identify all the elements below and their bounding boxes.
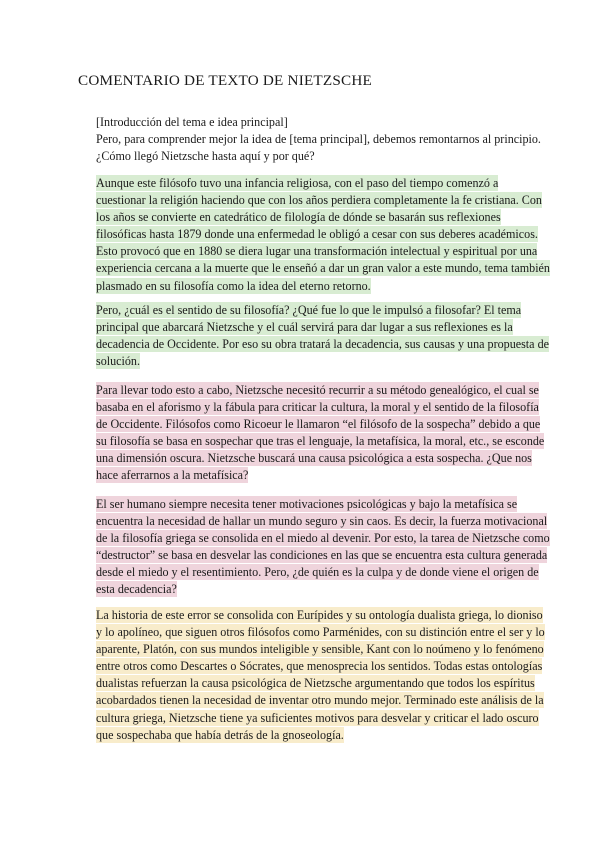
text-line (96, 243, 538, 260)
text-line (96, 319, 524, 336)
text-line-content: decadencia de Occidente. Por eso su obra tratará la decadencia, sus causas y una propuesta de (96, 337, 549, 352)
text-line (96, 624, 545, 641)
text-line (96, 209, 524, 226)
text-line-content: dualistas refuerzan la causa psicológica de Nietzsche argumentando que todos los espíritus (96, 676, 535, 691)
text-line-content: solución. (96, 354, 141, 369)
text-line (96, 467, 524, 484)
text-line (96, 399, 539, 416)
text-line (96, 692, 544, 709)
text-line (96, 675, 535, 692)
text-line (96, 226, 538, 243)
text-line-content: [Introducción del tema e idea principal] (96, 115, 288, 129)
text-line (96, 710, 539, 727)
text-line (96, 658, 543, 675)
document-title: COMENTARIO DE TEXTO DE NIETZSCHE (78, 72, 373, 89)
text-line (96, 192, 542, 209)
text-line-content: una dimensión oscura. Nietzsche buscará una causa psicológica a esta sospecha. ¿Que nos (96, 451, 532, 466)
text-line (96, 336, 549, 353)
text-line-content: Para llevar todo esto a cabo, Nietzsche necesitó recurrir a su método genealógico, el cual se (96, 383, 539, 397)
text-line-content: ¿Cómo llegó Nietzsche hasta aquí y por qué? (96, 149, 315, 164)
text-line-content: El ser humano siempre necesita tener motivaciones psicológicas y bajo la metafísica se (96, 497, 518, 511)
text-line (96, 302, 524, 319)
text-line-content: cultura griega, Nietzsche tiene ya suficientes motivos para desvelar y criticar el lado oscuro (96, 710, 539, 725)
paragraph-history (96, 607, 545, 744)
text-line (96, 353, 524, 370)
text-line-content: y lo apolíneo, que siguen otros filósofos como Parménides, con su distinción entre el ser y lo (96, 625, 545, 640)
text-line (96, 131, 541, 148)
text-line-content: desde el miedo y el resentimiento. Pero, ¿de quién es la culpa y de donde viene el origen de (96, 565, 539, 580)
text-line-content: basaba en el aforismo y la fábula para criticar la cultura, la moral y el sentido de la filosofía (96, 400, 539, 415)
text-line-content: Esto provocó que en 1880 se diera lugar una transformación intelectual y espiritual por una (96, 244, 538, 259)
text-line-content: filosóficas hasta 1879 donde una enfermedad le obligó a cesar con sus deberes académicos. (96, 227, 538, 242)
text-line (96, 148, 524, 165)
text-line-content: “destructor” se basa en desvelar las condiciones en las que se encuentra esta cultura generada (96, 548, 548, 563)
text-line (96, 564, 539, 581)
text-line (96, 547, 548, 564)
text-line-content: los años se convierte en catedrático de filología de dónde se basarán sus reflexiones (96, 210, 501, 225)
text-line-content: Pero, para comprender mejor la idea de [tema principal], debemos remontarnos al principio. (96, 132, 541, 147)
paragraph-meaning (96, 302, 549, 370)
text-line (96, 581, 524, 598)
text-line-content: principal que abarcará Nietzsche y el cuál servirá para dar lugar a sus reflexiones es la (96, 320, 513, 335)
paragraph-intro (96, 114, 541, 165)
text-line-content: cuestionar la religión haciendo que con los años perdiera completamente la fe cristiana. Con (96, 193, 542, 208)
text-line (96, 607, 543, 624)
text-line (96, 260, 550, 277)
text-line-content: acobardados tienen la necesidad de inventar otro mundo mejor. Terminado este análisis de la (96, 693, 544, 708)
paragraph-genealogy (96, 382, 545, 485)
text-line-content: Aunque este filósofo tuvo una infancia religiosa, con el paso del tiempo comenzó a (96, 176, 499, 190)
text-line-content: hace aferrarnos a la metafísica? (96, 468, 249, 483)
text-line (96, 114, 524, 131)
text-line (96, 416, 541, 433)
text-line (96, 530, 550, 547)
text-line-content: esta decadencia? (96, 582, 177, 597)
paragraph-metaphysics (96, 496, 550, 599)
text-line-content: que sospechaba que había detrás de la gnoseología. (96, 727, 344, 742)
text-line (96, 641, 544, 658)
text-line (96, 175, 524, 192)
text-line-content: La historia de este error se consolida con Eurípides y su ontología dualista griega, lo dioniso (96, 608, 543, 622)
text-line (96, 450, 532, 467)
text-line-content: de Occidente. Filósofos como Ricoeur le llamaron “el filósofo de la sospecha” debido a que (96, 417, 541, 432)
text-line-content: de la filosofía griega se consolida en el miedo al devenir. Por esto, la tarea de Nietzsche como (96, 531, 550, 546)
text-line (96, 433, 545, 450)
text-line-content: plasmado en su filosofía como la idea del eterno retorno. (96, 278, 371, 293)
paragraph-biography (96, 175, 550, 295)
text-line-content: entre otros como Descartes o Sócrates, que menosprecia los sentidos. Todas estas ontologías (96, 659, 543, 674)
text-line (96, 382, 539, 399)
text-line (96, 496, 524, 513)
text-line (96, 513, 548, 530)
text-line-content: su filosofía se basa en sospechar que tras el lenguaje, la metafísica, la moral, etc., se esconde (96, 434, 545, 449)
text-line (96, 727, 524, 744)
text-line (96, 278, 524, 295)
text-line-content: aparente, Platón, con sus mundos inteligible y sensible, Kant con lo noúmeno y lo fenómeno (96, 642, 544, 657)
text-line-content: encuentra la necesidad de hallar un mundo seguro y sin caos. Es decir, la fuerza motivacional (96, 514, 548, 529)
text-line-content: experiencia cercana a la muerte que le enseñó a dar un gran valor a este mundo, tema también (96, 261, 550, 276)
text-line-content: Pero, ¿cuál es el sentido de su filosofía? ¿Qué fue lo que le impulsó a filosofar? El tema (96, 303, 522, 317)
